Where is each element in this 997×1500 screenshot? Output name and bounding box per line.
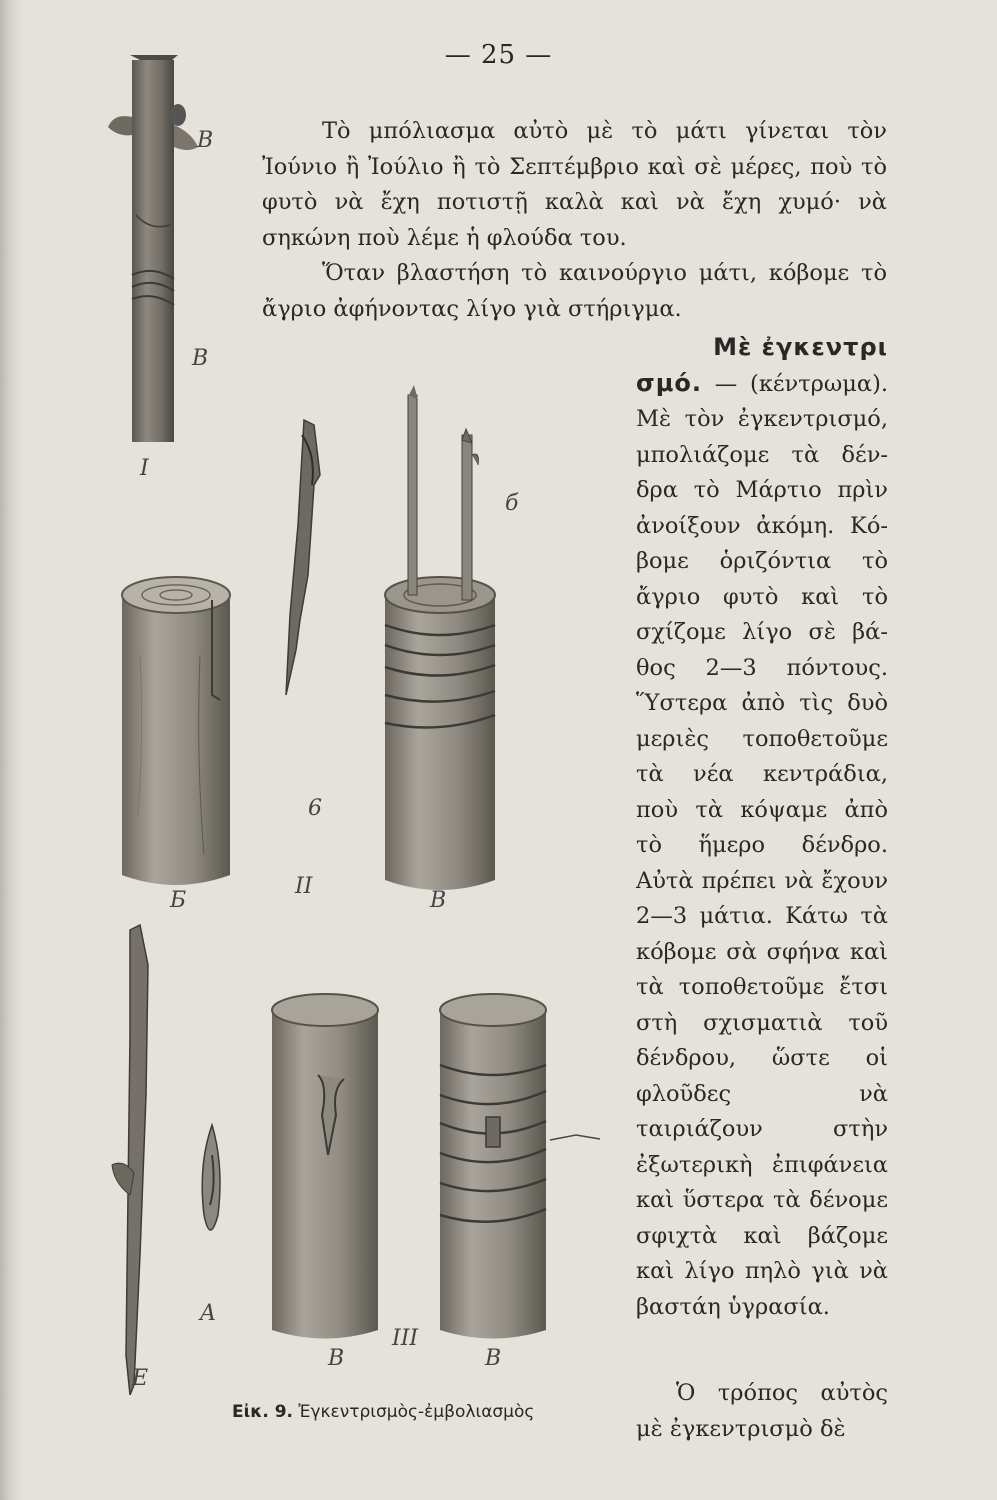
section-heading-line2: σμό.: [636, 368, 702, 397]
section-heading-subtitle: — (κέντρωμα).: [701, 370, 888, 397]
label-bot-B2: B: [485, 1346, 502, 1371]
label-mid-II: II: [295, 874, 313, 899]
figure-caption-label: Εἰκ. 9.: [232, 1402, 293, 1422]
figure-iii-bark-graft: [112, 925, 600, 1395]
section-heading-line1: Μὲ ἐγκεντρι: [713, 333, 888, 361]
label-mid-b: б: [505, 491, 519, 516]
label-mid-6: 6: [308, 796, 322, 821]
label-top-B1: B: [197, 128, 214, 153]
figure-ii-cleft-stump: [122, 385, 519, 913]
figure-i-budded-branch: [108, 55, 213, 481]
book-binding-shadow: [0, 0, 22, 1500]
section-cleft-grafting: [636, 330, 888, 1325]
label-top-B2: B: [192, 346, 209, 371]
label-top-I: I: [140, 456, 149, 481]
figure-caption: [232, 1402, 534, 1422]
section-body: Μὲ τὸν ἐγκεντρισμό, μπολιάζομε τὰ δένδρα τὸ Μάρτιο πρὶν ἀνοίξουν ἀκόμη. Κόβομε ὁριζόντια τὸ ἄγριο φυτὸ καὶ τὸ σχίζομε λίγο σὲ βάθος 2—3 πόντους. Ὕστερα ἀπὸ τὶς δυὸ μεριὲς τοποθετοῦμε τὰ νέα κεντράδια, ποὺ τὰ κόψαμε ἀπὸ τὸ ἥμερο δένδρο. Αὐτὰ πρέπει νὰ ἔχουν 2—3 μάτια. Κάτω τὰ κόβομε σὰ σφήνα καὶ τὰ τοποθετοῦμε ἔτσι στὴ σχισματιὰ τοῦ δένδρου, ὥστε οἱ φλοῦδες νὰ ταιριάζουν στὴν ἐξωτερικὴ ἐπιφάνεια καὶ ὕστερα τὰ δένομε σφιχτὰ καὶ βάζομε καὶ λίγο πηλὸ γιὰ νὰ βαστάη ὑγρασία.: [636, 406, 888, 1320]
label-bot-E: Е: [132, 1366, 149, 1391]
label-bot-B: B: [328, 1346, 345, 1371]
label-mid-B: Б: [170, 888, 187, 913]
paragraph-budding-timing: Τὸ μπόλιασμα αὐτὸ μὲ τὸ μάτι γίνεται τὸν Ἰούνιο ἢ Ἰούλιο ἢ τὸ Σεπτέμβριο καὶ σὲ μέρες, ποὺ τὸ φυτὸ νὰ ἔχη ποτιστῇ καλὰ καὶ νὰ ἔχη χυμό· νὰ σηκώνη ποὺ λέμε ἡ φλούδα του.: [262, 118, 887, 251]
grafting-illustration: [100, 55, 640, 1395]
label-bot-III: III: [392, 1326, 419, 1351]
paragraph-cutting-rootstock: Ὅταν βλαστήση τὸ καινούργιο μάτι, κόβομε τὸ ἄγριο ἀφήνοντας λίγο γιὰ στήριγμα.: [262, 260, 887, 322]
figure-caption-text: Ἐγκεντρισμὸς-ἐμβολιασμὸς: [298, 1402, 535, 1422]
paragraph-continuation: Ὁ τρόπος αὐτὸς μὲ ἐγκεντρισμὸ δὲ: [636, 1380, 888, 1442]
page-number: — 25 —: [444, 40, 553, 70]
label-bot-A: A: [200, 1301, 216, 1326]
label-mid-B2: B: [430, 888, 447, 913]
